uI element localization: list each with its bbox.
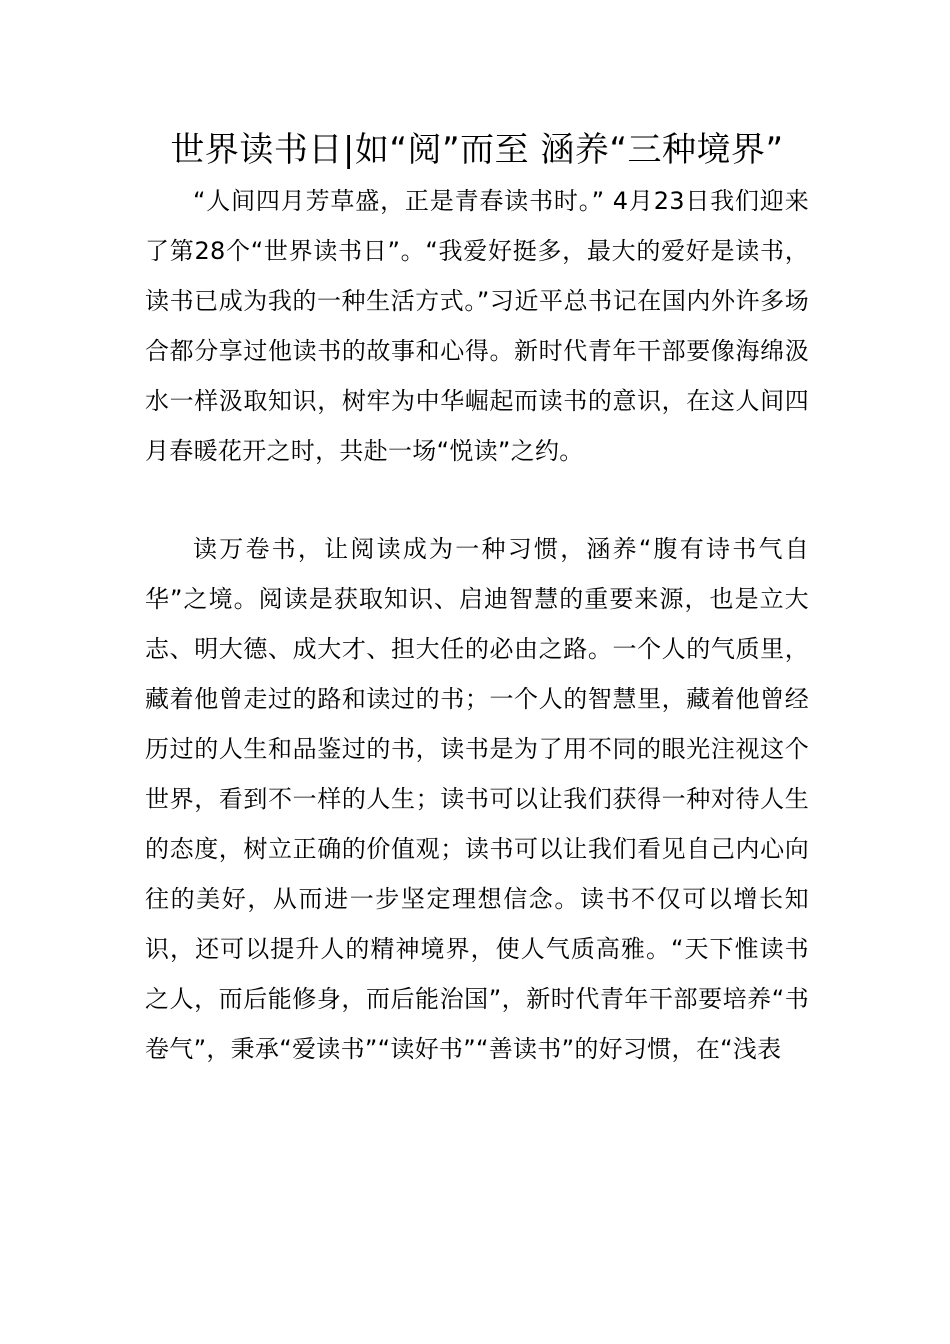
paragraph-spacer bbox=[145, 476, 809, 524]
document-page bbox=[145, 128, 809, 1074]
paragraph-intro: “人间四月芳草盛，正是青春读书时。” 4月23日我们迎来了第28个“世界读书日”。“我爱好挺多，最大的爱好是读书，读书已成为我的一种生活方式。”习近平总书记在国内外许多场合都分享过他读书的故事和心得。新时代青年干部要像海绵汲水一样汲取知识，树牢为中华崛起而读书的意识，在这人间四月春暖花开之时，共赴一场“悦读”之约。 bbox=[145, 187, 809, 465]
document-title: 世界读书日|如“阅”而至 涵养“三种境界” bbox=[170, 130, 784, 170]
paragraph-reading-habit: 读万卷书，让阅读成为一种习惯，涵养“腹有诗书气自华”之境。阅读是获取知识、启迪智慧的重要来源，也是立大志、明大德、成大才、担大任的必由之路。一个人的气质里，藏着他曾走过的路和读过的书；一个人的智慧里，藏着他曾经历过的人生和品鉴过的书，读书是为了用不同的眼光注视这个世界，看到不一样的人生；读书可以让我们获得一种对待人生的态度，树立正确的价值观；读书可以让我们看见自己内心向往的美好，从而进一步坚定理想信念。读书不仅可以增长知识，还可以提升人的精神境界，使人气质高雅。“天下惟读书之人，而后能修身，而后能治国”，新时代青年干部要培养“书卷气”，秉承“爱读书”“读好书”“善读书”的好习惯，在“浅表 bbox=[145, 535, 809, 1063]
